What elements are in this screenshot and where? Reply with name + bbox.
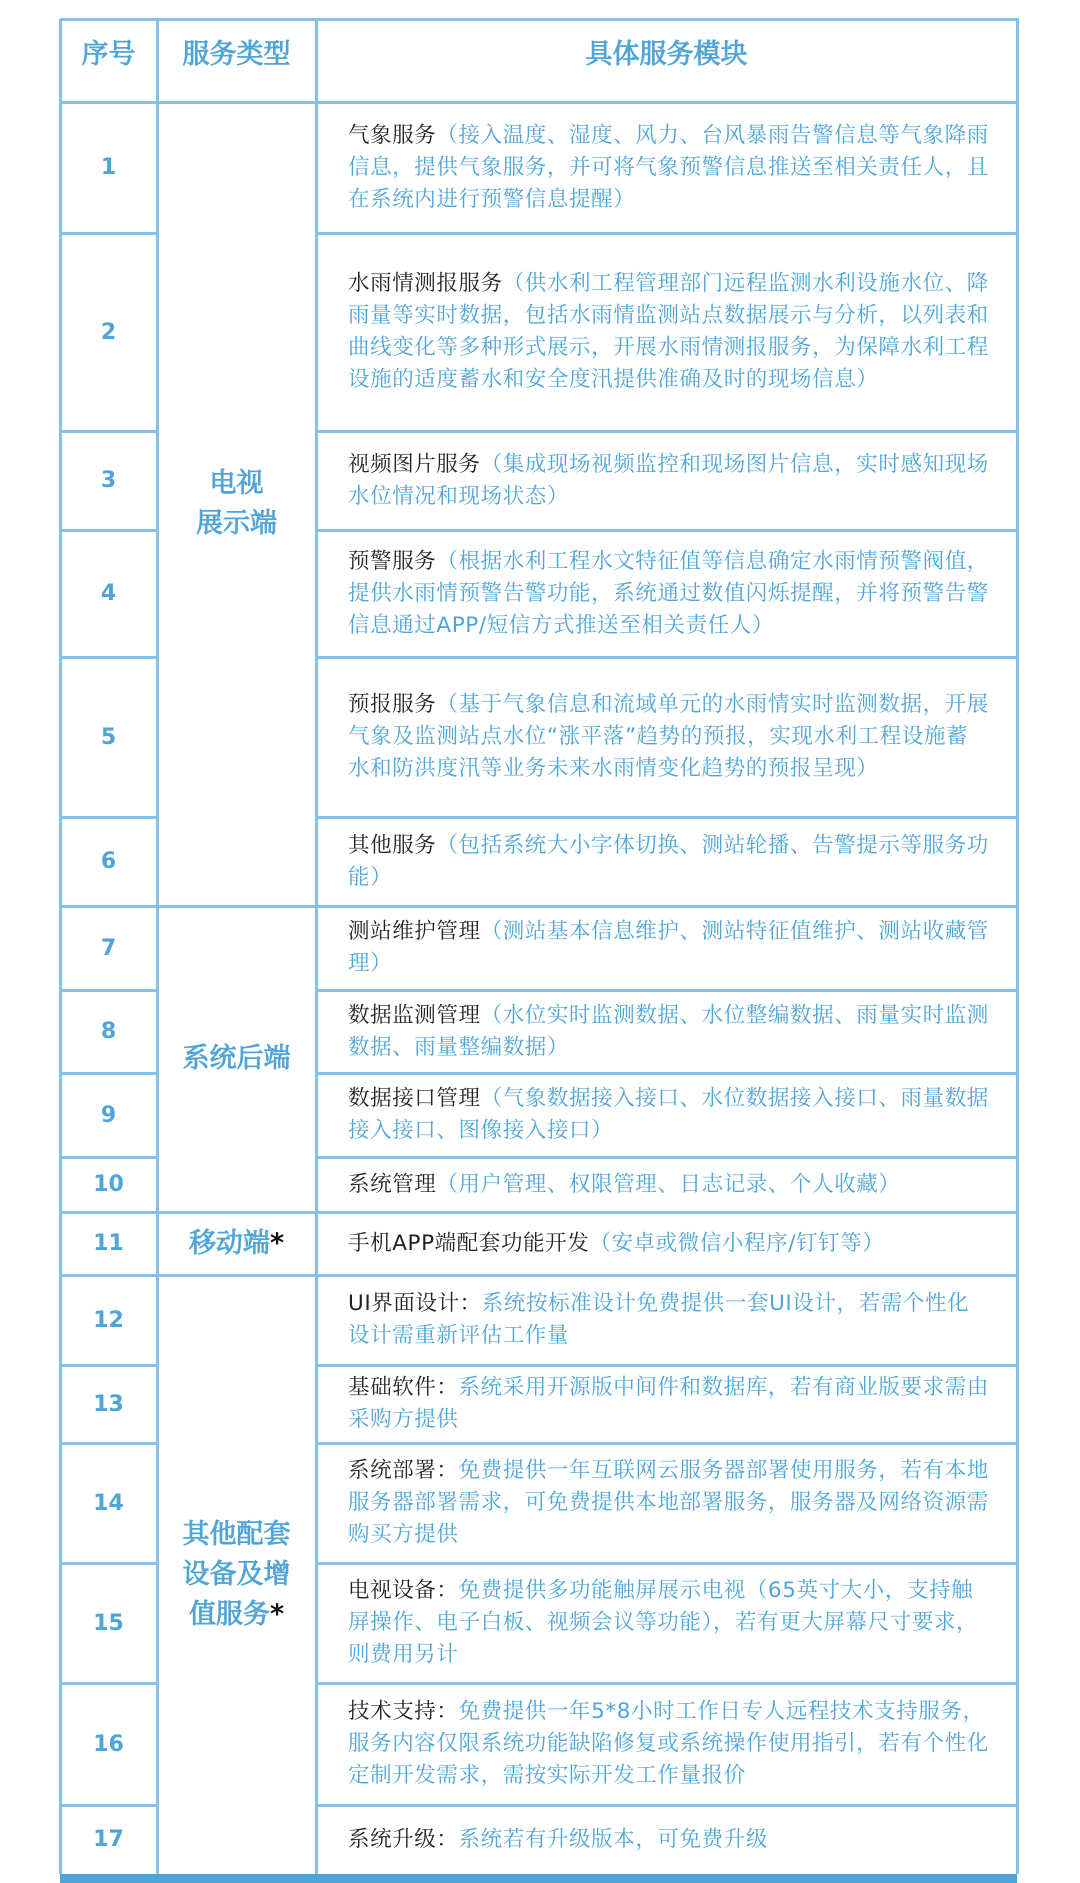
service-category — [157, 906, 316, 1212]
category-line — [183, 1039, 291, 1079]
grid-line — [60, 989, 159, 992]
service-module — [316, 431, 1017, 530]
service-module — [316, 530, 1017, 657]
row-number: 11 — [93, 1231, 124, 1256]
service-module — [316, 1443, 1017, 1563]
grid-line — [60, 1072, 159, 1075]
row-number: 6 — [100, 849, 117, 874]
category-text: 展示端 — [196, 508, 277, 539]
grid-line — [316, 1682, 1019, 1685]
grid-line — [316, 816, 1019, 819]
grid-line — [156, 19, 159, 1874]
row-number: 9 — [100, 1102, 117, 1128]
service-module-text — [348, 1083, 989, 1147]
service-category-label — [196, 464, 277, 544]
service-description: 免费提供一年5*8小时工作日专人远程技术支持服务，服务内容仅限系统功能缺陷修复或系统操作使用指引，若有个性化定制开发需求，需按实际开发工作量报价 — [348, 1699, 989, 1788]
row-number: 1 — [100, 155, 117, 180]
service-module-text — [348, 1575, 989, 1671]
row-number: 7 — [100, 935, 117, 961]
asterisk-mark: * — [269, 1227, 285, 1259]
grid-line — [60, 1211, 1019, 1214]
service-module-text — [348, 1455, 989, 1551]
grid-line — [316, 529, 1019, 532]
category-text: 其他配套 — [182, 1518, 291, 1550]
row-number: 16 — [93, 1731, 124, 1757]
category-text: 设备及增 — [182, 1558, 291, 1590]
service-description: （集成现场视频监控和现场图片信息，实时感知现场水位情况和现场状态） — [348, 451, 989, 509]
row-number: 17 — [93, 1827, 124, 1852]
service-title: 电视设备： — [348, 1578, 459, 1603]
service-module — [316, 1683, 1017, 1805]
service-module — [316, 1073, 1017, 1157]
row-number: 14 — [93, 1490, 124, 1516]
service-title: 数据监测管理 — [348, 1002, 481, 1028]
category-text: 系统后端 — [182, 1043, 291, 1074]
asterisk-mark: * — [269, 1598, 285, 1630]
service-title: 技术支持： — [348, 1699, 459, 1724]
grid-line — [60, 1156, 159, 1159]
category-line — [183, 1515, 291, 1555]
service-module-text — [348, 830, 989, 894]
service-description: （包括系统大小字体切换、测站轮播、告警提示等服务功能） — [348, 832, 989, 890]
table-bottom-border — [60, 1874, 1017, 1883]
service-title: 气象服务 — [348, 122, 437, 148]
service-module — [316, 1275, 1017, 1365]
grid-line — [316, 232, 1019, 235]
service-module — [316, 1157, 1017, 1212]
grid-line — [60, 1562, 159, 1565]
row-number: 8 — [100, 1019, 117, 1044]
service-module-text — [348, 1288, 989, 1352]
service-title: 系统部署： — [348, 1458, 459, 1483]
service-title: 基础软件： — [348, 1375, 459, 1400]
grid-line — [316, 1364, 1019, 1367]
service-module-text — [348, 916, 989, 980]
category-text: 值服务 — [188, 1598, 270, 1630]
grid-line — [60, 1442, 159, 1445]
service-title: 系统升级： — [348, 1826, 459, 1852]
service-title: 其他服务 — [348, 832, 437, 858]
grid-line — [60, 18, 1019, 21]
row-number: 5 — [100, 724, 117, 750]
service-module — [316, 1563, 1017, 1683]
grid-line — [316, 1072, 1019, 1075]
category-text: 电视 — [209, 468, 264, 499]
service-category — [157, 1275, 316, 1874]
service-category-label — [183, 1039, 291, 1079]
header-service-type: 服务类型 — [182, 38, 291, 70]
service-description: （测站基本信息维护、测站特征值维护、测站收藏管理） — [348, 919, 989, 976]
service-description: 免费提供一年互联网云服务器部署使用服务，若有本地服务器部署需求，可免费提供本地部署服务，服务器及网络资源需购买方提供 — [348, 1458, 989, 1547]
header-index: 序号 — [81, 38, 136, 70]
service-description: （水位实时监测数据、水位整编数据、雨量实时监测数据、雨量整编数据） — [348, 1002, 989, 1060]
service-module-text — [348, 1000, 989, 1064]
category-line — [183, 1555, 291, 1595]
service-description: 系统按标准设计免费提供一套UI设计，若需个性化设计需重新评估工作量 — [348, 1291, 970, 1348]
grid-line — [316, 656, 1019, 659]
service-title: 系统管理 — [348, 1171, 437, 1197]
grid-line — [315, 19, 318, 1874]
header-service-module: 具体服务模块 — [585, 38, 748, 70]
grid-line — [60, 1364, 159, 1367]
service-title: 手机APP端配套功能开发 — [348, 1230, 590, 1256]
service-description: （根据水利工程水文特征值等信息确定水雨情预警阀值，提供水雨情预警告警功能，系统通过数值闪烁提醒，并将预警告警信息通过APP/短信方式推送至相关责任人） — [348, 548, 989, 638]
category-line — [196, 504, 277, 544]
service-category — [157, 102, 316, 906]
row-number: 13 — [93, 1391, 124, 1417]
service-module — [316, 1212, 1017, 1275]
service-module-text — [348, 268, 989, 396]
grid-line — [60, 1682, 159, 1685]
service-module — [316, 233, 1017, 431]
service-module — [316, 1805, 1017, 1874]
service-module — [316, 102, 1017, 233]
service-module — [316, 906, 1017, 990]
category-text: 移动端 — [188, 1227, 270, 1259]
service-title: 预警服务 — [348, 548, 437, 574]
grid-line — [60, 1804, 159, 1807]
grid-line — [316, 1156, 1019, 1159]
service-title: 测站维护管理 — [348, 919, 481, 944]
service-title: 视频图片服务 — [348, 451, 481, 477]
service-description: 系统采用开源版中间件和数据库，若有商业版要求需由采购方提供 — [348, 1375, 989, 1432]
service-module-text — [348, 120, 989, 216]
grid-line — [60, 232, 159, 235]
service-description: （接入温度、湿度、风力、台风暴雨告警信息等气象降雨信息，提供气象服务，并可将气象预警信息推送至相关责任人，且在系统内进行预警信息提醒） — [348, 122, 989, 212]
service-module-text — [348, 1228, 885, 1260]
grid-line — [59, 19, 62, 1874]
grid-line — [316, 1804, 1019, 1807]
service-module-text — [348, 1824, 768, 1856]
service-category — [157, 1212, 316, 1275]
service-module — [316, 657, 1017, 817]
service-module-text — [348, 546, 989, 642]
service-title: 预报服务 — [348, 692, 437, 717]
row-number: 12 — [93, 1307, 124, 1333]
service-module-text — [348, 1372, 989, 1436]
service-category-label — [183, 1515, 291, 1635]
grid-line — [60, 1274, 1019, 1277]
service-description: （供水利工程管理部门远程监测水利设施水位、降雨量等实时数据，包括水雨情监测站点数据展示与分析，以列表和曲线变化等多种形式展示，开展水雨情测报服务，为保障水利工程设施的适度蓄水和安全度汛提供准确及时的现场信息） — [348, 271, 989, 392]
row-number: 10 — [93, 1172, 124, 1197]
service-module-text — [348, 449, 989, 513]
grid-line — [60, 905, 1019, 908]
category-line — [183, 1595, 291, 1635]
row-number: 15 — [93, 1610, 124, 1636]
grid-line — [60, 529, 159, 532]
service-title: 数据接口管理 — [348, 1086, 481, 1111]
service-description: （用户管理、权限管理、日志记录、个人收藏） — [436, 1171, 901, 1197]
grid-line — [316, 989, 1019, 992]
grid-line — [316, 1562, 1019, 1565]
category-line — [196, 464, 277, 504]
service-module — [316, 990, 1017, 1073]
row-number: 4 — [100, 581, 117, 606]
grid-line — [316, 430, 1019, 433]
service-module-text — [348, 1696, 989, 1792]
service-description: 免费提供多功能触屏展示电视（65英寸大小，支持触屏操作、电子白板、视频会议等功能），若有更大屏幕尺寸要求，则费用另计 — [348, 1578, 979, 1667]
service-title: UI界面设计： — [348, 1291, 482, 1316]
grid-line — [316, 1442, 1019, 1445]
service-module-text — [348, 689, 989, 785]
grid-line — [1016, 19, 1019, 1874]
service-description: （基于气象信息和流域单元的水雨情实时监测数据，开展气象及监测站点水位“涨平落”趋势的预报，实现水利工程设施蓄水和防洪度汛等业务未来水雨情变化趋势的预报呈现） — [348, 692, 989, 781]
service-title: 水雨情测报服务 — [348, 271, 503, 296]
category-line — [189, 1224, 284, 1264]
grid-line — [60, 816, 159, 819]
grid-line — [60, 101, 1019, 104]
service-module — [316, 817, 1017, 906]
row-number: 3 — [100, 468, 117, 493]
service-module-text — [348, 1169, 901, 1201]
service-description: 系统若有升级版本，可免费升级 — [458, 1826, 768, 1852]
grid-line — [60, 656, 159, 659]
grid-line — [60, 430, 159, 433]
service-description: （气象数据接入接口、水位数据接入接口、雨量数据接入接口、图像接入接口） — [348, 1086, 989, 1143]
row-number: 2 — [100, 319, 117, 345]
service-description: （安卓或微信小程序/钉钉等） — [589, 1230, 885, 1256]
service-module — [316, 1365, 1017, 1443]
service-category-label — [189, 1224, 284, 1264]
